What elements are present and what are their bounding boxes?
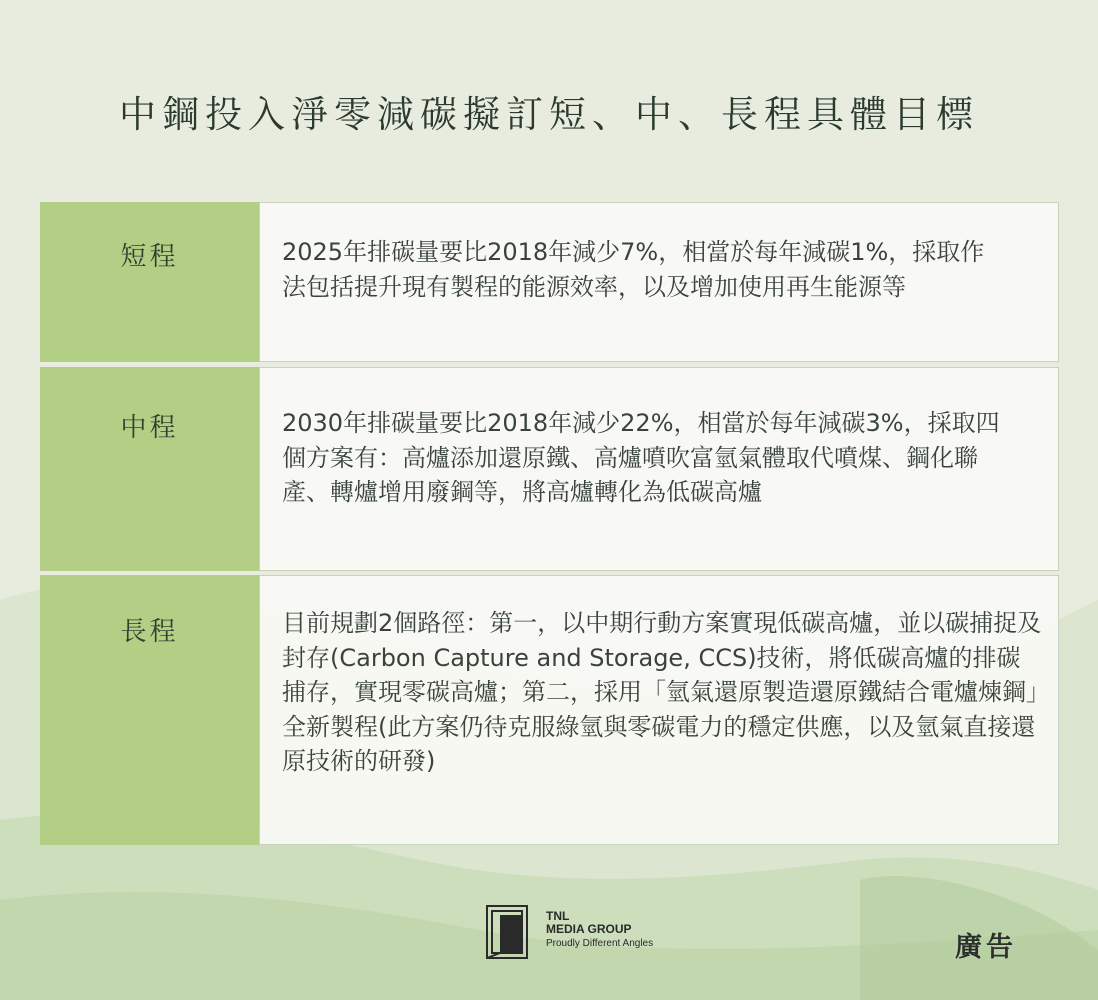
row-label-cell bbox=[40, 575, 259, 845]
brand-tagline: Proudly Different Angles bbox=[546, 938, 654, 949]
table-row-long-term bbox=[40, 575, 1059, 845]
brand-name-line2: MEDIA GROUP bbox=[546, 922, 632, 936]
table-row-short-term bbox=[40, 202, 1059, 362]
tnl-logo-icon bbox=[486, 905, 528, 959]
row-label-cell bbox=[40, 367, 259, 571]
row-content-cell bbox=[259, 202, 1059, 362]
ad-label: 廣告 bbox=[955, 932, 1017, 963]
row-label: 長程 bbox=[120, 617, 179, 647]
row-content-cell bbox=[259, 575, 1059, 845]
goals-table bbox=[40, 202, 1059, 845]
table-row-mid-term bbox=[40, 367, 1059, 571]
row-description: 2030年排碳量要比2018年減少22%，相當於每年減碳3%，採取四個方案有：高爐添加還原鐵、高爐噴吹富氫氣體取代噴煤、鋼化聯產、轉爐增用廢鋼等，將高爐轉化為低碳高爐 bbox=[282, 409, 1000, 506]
page-title: 中鋼投入淨零減碳擬訂短、中、長程具體目標 bbox=[119, 93, 979, 136]
row-description: 目前規劃2個路徑：第一，以中期行動方案實現低碳高爐，並以碳捕捉及封存(Carbon Capture and Storage, CCS)技術，將低碳高爐的排碳捕存，實現零碳高爐；第二，採用「氫氣還原製造還原鐵結合電爐煉鋼」全新製程(此方案仍待克服綠氫與零碳電力的穩定供應，以及氫氣直接還原技術的研發) bbox=[282, 609, 1042, 775]
row-description: 2025年排碳量要比2018年減少7%，相當於每年減碳1%，採取作法包括提升現有製程的能源效率，以及增加使用再生能源等 bbox=[282, 238, 985, 301]
row-content-cell bbox=[259, 367, 1059, 571]
row-label: 短程 bbox=[120, 242, 179, 272]
brand-name-line1: TNL bbox=[546, 909, 570, 923]
brand-block bbox=[546, 910, 653, 952]
row-label-cell bbox=[40, 202, 259, 362]
row-label: 中程 bbox=[120, 413, 179, 443]
